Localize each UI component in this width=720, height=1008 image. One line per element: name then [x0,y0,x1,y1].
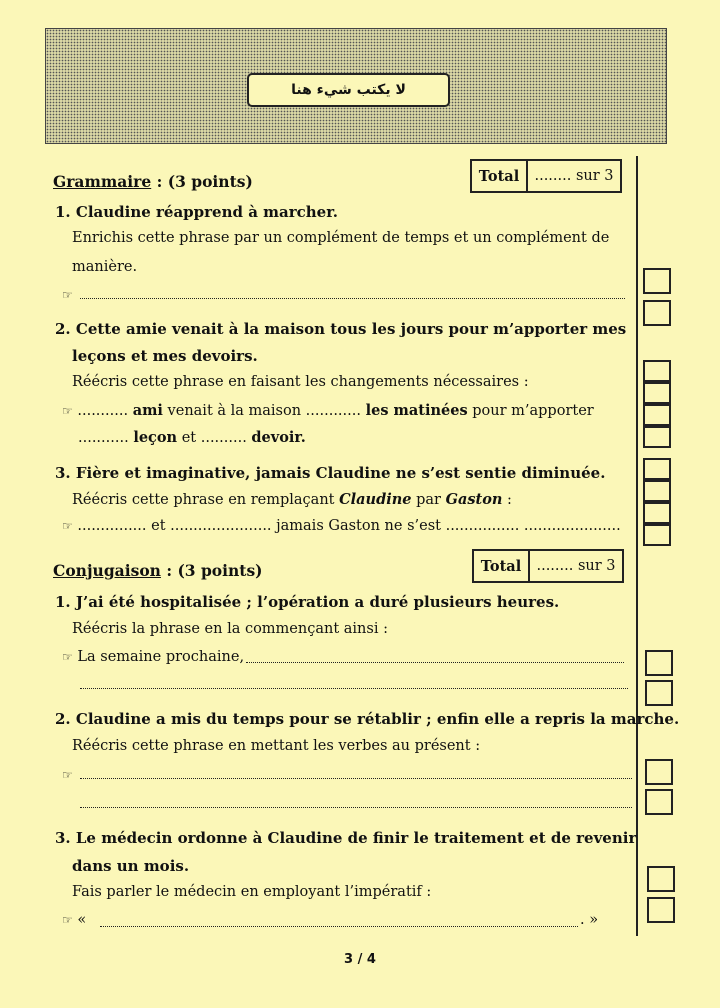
score-box[interactable] [643,426,671,448]
grammaire-q1: 1. Claudine réapprend à marcher. [55,203,338,221]
conjugaison-total-box [472,549,624,583]
answer-line[interactable] [80,778,632,779]
conjugaison-q3-line1: 3. Le médecin ordonne à Claudine de finir le traitement et de revenir [55,829,637,847]
score-box[interactable] [643,360,671,382]
answer-line[interactable] [80,298,625,299]
score-box[interactable] [643,382,671,404]
pointer-icon: ☞ [62,650,73,664]
answer-line[interactable] [80,688,628,689]
score-box[interactable] [645,789,673,815]
pointer-icon: ☞ [62,404,73,418]
answer-line[interactable] [246,662,624,663]
grammaire-q2-fill1[interactable]: ☞ ........... ami venait à la maison ............ les matinées pour m’apporter [62,402,594,419]
score-box[interactable] [643,480,671,502]
conjugaison-q1-instruction: Réécris la phrase en la commençant ainsi : [72,621,388,637]
conjugaison-q2-instruction: Réécris cette phrase en mettant les verbes au présent : [72,738,481,754]
conjugaison-q3-instruction: Fais parler le médecin en employant l’impératif : [72,884,432,900]
conjugaison-q1-fill-start: ☞ La semaine prochaine, [62,649,245,665]
grammaire-total-label: Total [472,161,528,191]
score-box[interactable] [643,524,671,546]
conjugaison-q2: 2. Claudine a mis du temps pour se rétablir ; enfin elle a repris la marche. [55,710,680,728]
score-box[interactable] [647,897,675,923]
score-box[interactable] [643,404,671,426]
conjugaison-q3-fill-start: ☞ « [62,912,87,928]
answer-line[interactable] [100,926,578,927]
conjugaison-q3-close-quote: . » [580,912,599,928]
grammaire-q1-instruction-1: Enrichis cette phrase par un complément de temps et un complément de [72,230,610,246]
score-box[interactable] [645,650,673,676]
grammaire-q3: 3. Fière et imaginative, jamais Claudine ne s’est sentie diminuée. [55,464,606,482]
grammaire-q2-fill2[interactable]: ........... leçon et .......... devoir. [78,429,306,446]
pointer-icon: ☞ [62,913,73,927]
conjugaison-total-value: ........ sur 3 [536,558,616,574]
conjugaison-total-label: Total [474,551,530,581]
score-box[interactable] [643,268,671,294]
answer-line[interactable] [80,807,632,808]
page-number: 3 / 4 [344,952,376,967]
margin-line [636,156,638,936]
grammaire-q2-instruction: Réécris cette phrase en faisant les changements nécessaires : [72,374,529,390]
grammaire-title: Grammaire : (3 points) [53,172,253,191]
grammaire-q2-line2: leçons et mes devoirs. [72,347,258,365]
conjugaison-q1: 1. J’ai été hospitalisée ; l’opération a duré plusieurs heures. [55,593,560,611]
grammaire-total-value: ........ sur 3 [534,168,614,184]
pointer-icon: ☞ [62,288,73,302]
grammaire-q2-line1: 2. Cette amie venait à la maison tous les jours pour m’apporter mes [55,320,627,338]
pointer-icon: ☞ [62,519,73,533]
score-box[interactable] [645,680,673,706]
score-box[interactable] [643,502,671,524]
score-box[interactable] [643,300,671,326]
conjugaison-title: Conjugaison : (3 points) [53,561,263,580]
header-label: لا يكتب شيء هنا [247,73,450,107]
grammaire-q1-instruction-2: manière. [72,259,138,275]
grammaire-q3-instruction: Réécris cette phrase en remplaçant Claudine par Gaston : [72,491,512,508]
conjugaison-q3-line2: dans un mois. [72,857,190,875]
score-box[interactable] [645,759,673,785]
grammaire-q3-fill[interactable]: ☞ ............... et ...................... jamais Gaston ne s’est ................ ..................... [62,518,621,534]
pointer-icon: ☞ [62,768,73,782]
score-box[interactable] [647,866,675,892]
grammaire-total-box [470,159,622,193]
score-box[interactable] [643,458,671,480]
